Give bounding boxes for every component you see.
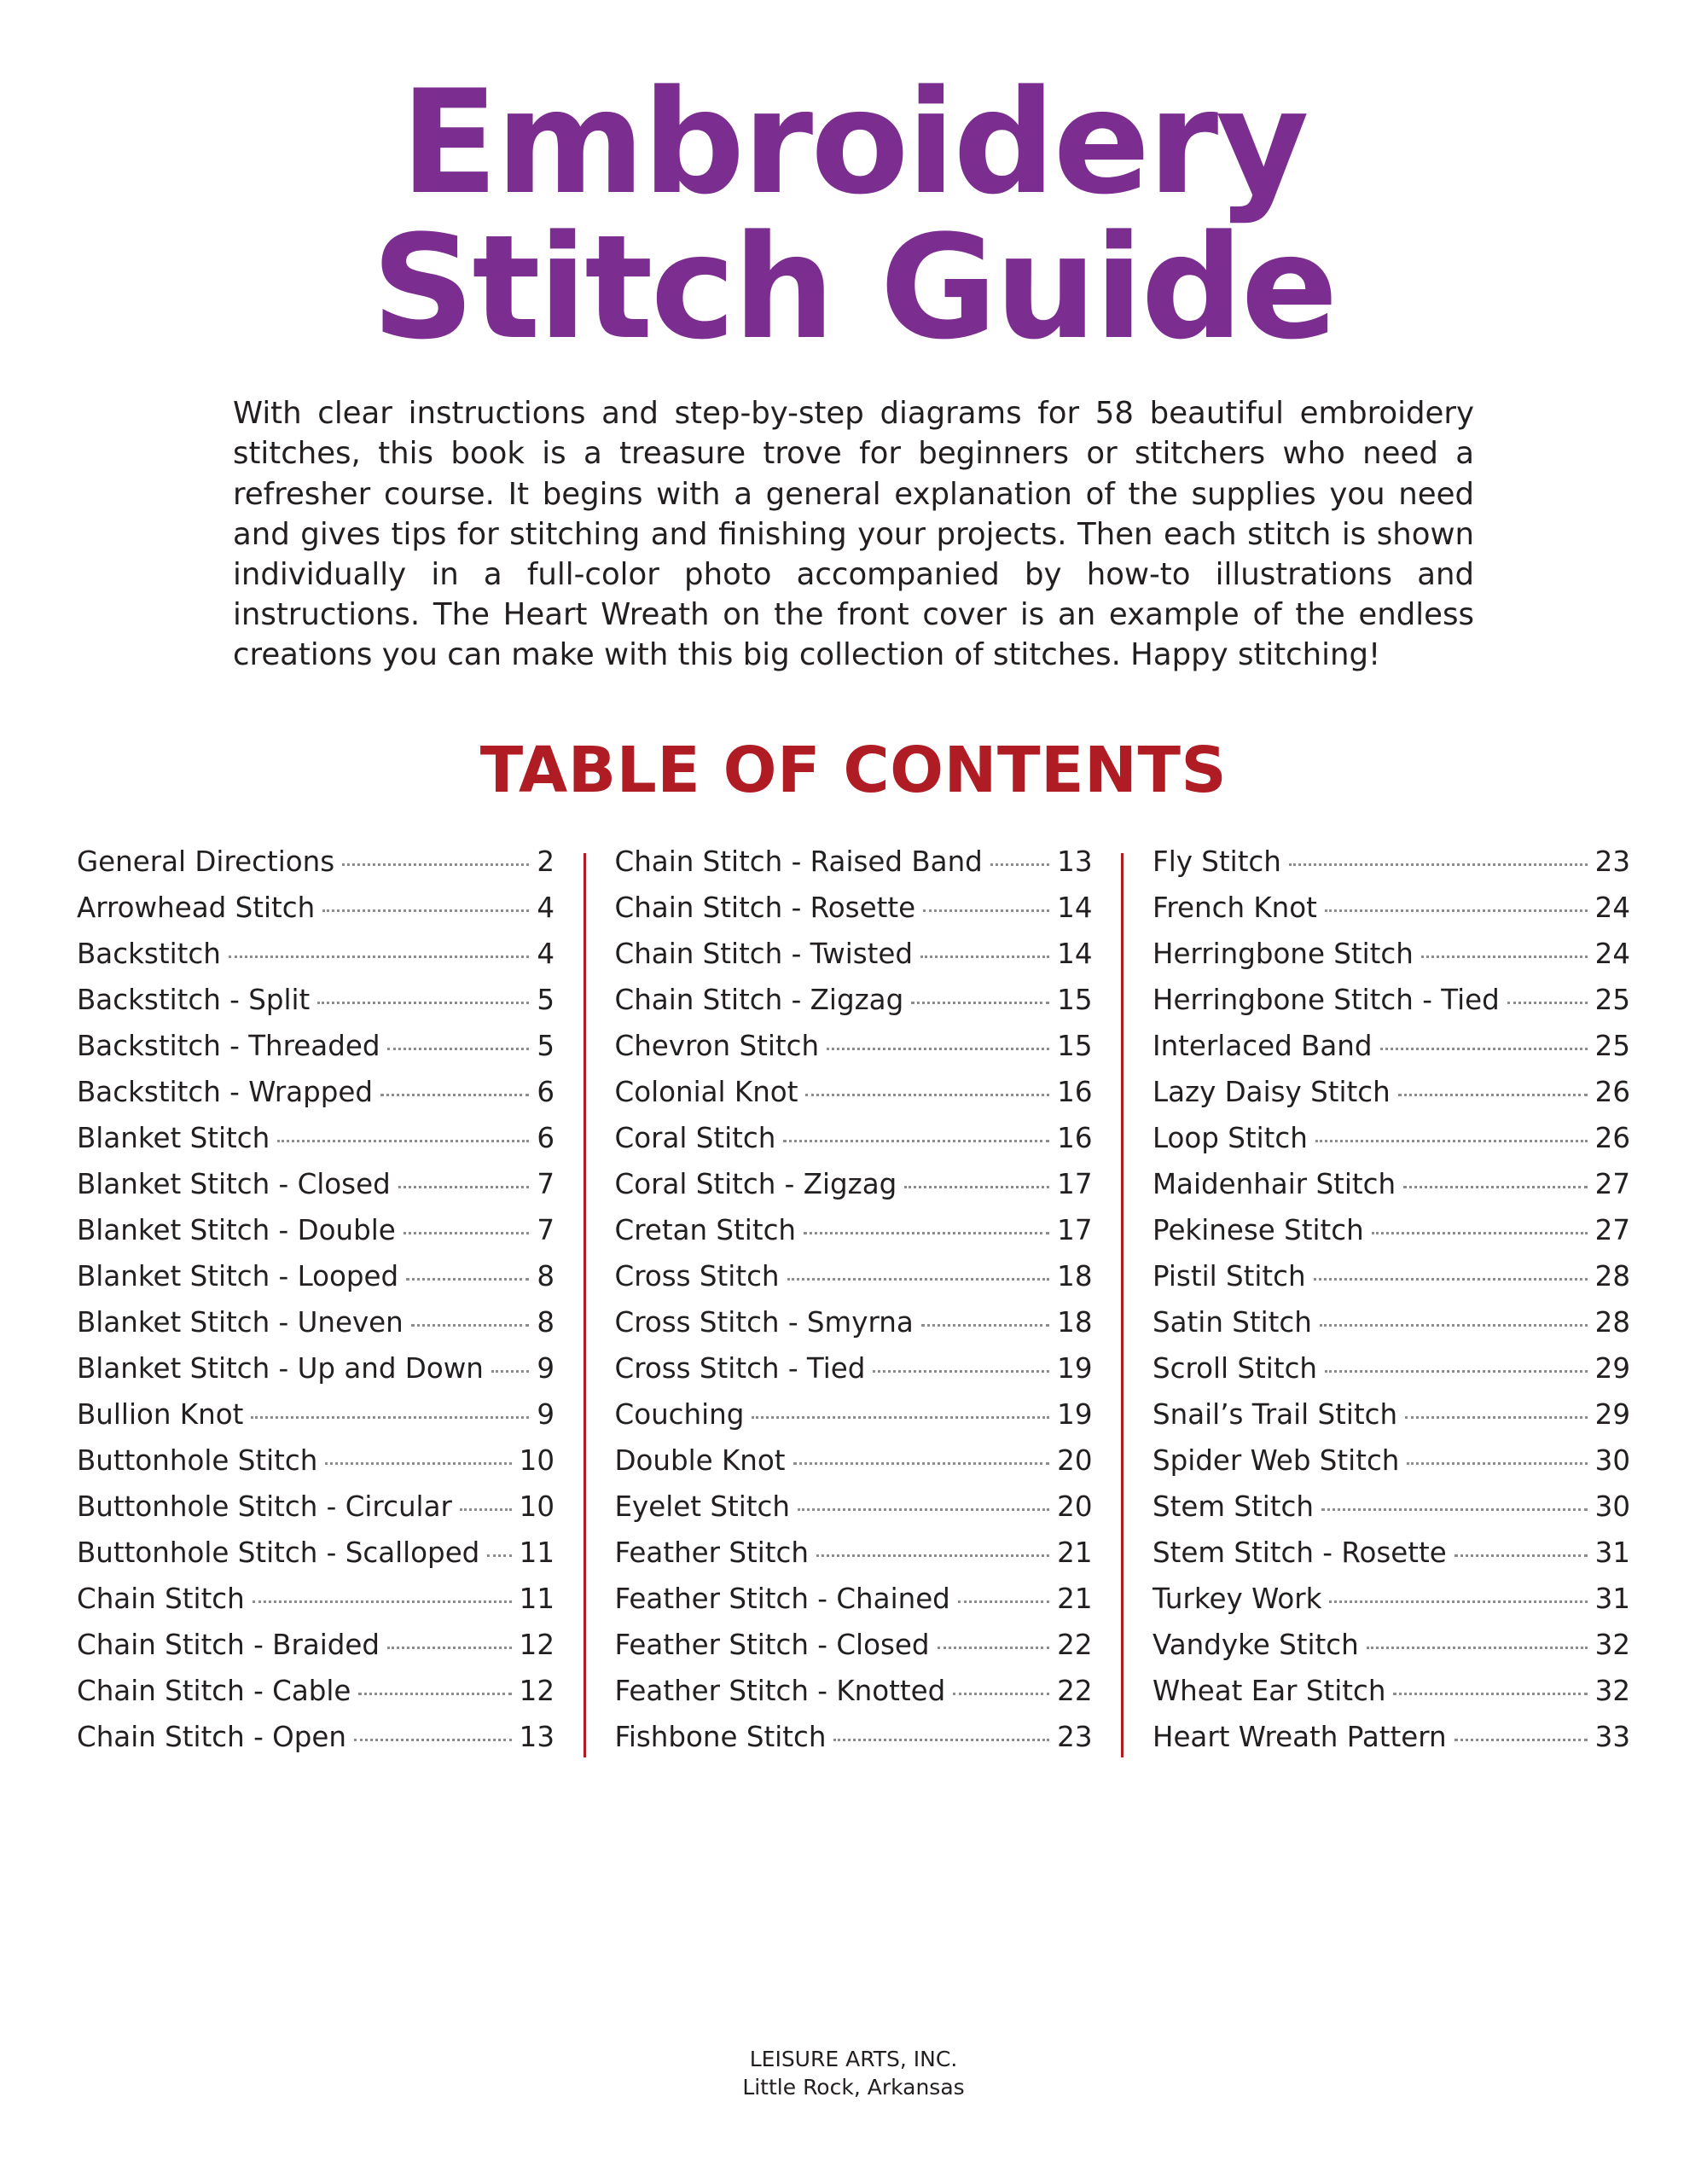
toc-leader-dots	[380, 1094, 529, 1096]
toc-entry-page: 32	[1594, 1628, 1630, 1661]
toc-leader-dots	[251, 1416, 529, 1419]
toc-entry-label: Chain Stitch - Braided	[77, 1628, 380, 1661]
toc-entry-page: 14	[1057, 891, 1093, 924]
toc-entry[interactable]	[77, 1029, 554, 1078]
toc-leader-dots	[1393, 1693, 1587, 1695]
toc-leader-dots	[253, 1600, 512, 1603]
toc-entry-label: Cross Stitch - Smyrna	[614, 1305, 914, 1339]
toc-entry-page: 6	[537, 1075, 554, 1108]
toc-entry[interactable]	[77, 1582, 554, 1631]
toc-column-2	[614, 845, 1093, 1769]
toc-entry-label: Buttonhole Stitch - Scalloped	[77, 1536, 480, 1569]
toc-entry-page: 31	[1594, 1536, 1630, 1569]
toc-entry-label: Interlaced Band	[1153, 1029, 1373, 1062]
toc-entry-page: 21	[1057, 1536, 1093, 1569]
toc-entry-page: 33	[1594, 1720, 1630, 1753]
toc-entry[interactable]	[1153, 1443, 1630, 1493]
publisher-location: Little Rock, Arkansas	[742, 2075, 965, 2100]
toc-entry-page: 23	[1057, 1720, 1093, 1753]
toc-entry-label: Buttonhole Stitch - Circular	[77, 1490, 452, 1523]
toc-entry-label: Blanket Stitch - Closed	[77, 1167, 391, 1200]
toc-entry-page: 14	[1057, 937, 1093, 970]
toc-entry-page: 9	[537, 1351, 554, 1385]
toc-entry-label: Backstitch - Wrapped	[77, 1075, 374, 1108]
toc-leader-dots	[398, 1186, 530, 1188]
toc-heading: TABLE OF CONTENTS	[479, 733, 1228, 807]
toc-entry-page: 13	[1057, 845, 1093, 878]
toc-entry[interactable]	[1153, 1213, 1630, 1263]
toc-entry-page: 17	[1057, 1167, 1093, 1200]
toc-leader-dots	[752, 1416, 1049, 1419]
toc-leader-dots	[798, 1508, 1049, 1511]
toc-leader-dots	[938, 1647, 1050, 1649]
toc-entry-label: Cretan Stitch	[614, 1213, 797, 1246]
toc-entry[interactable]	[77, 1720, 554, 1769]
toc-entry[interactable]	[1153, 1628, 1630, 1677]
toc-entry[interactable]	[77, 1443, 554, 1493]
toc-entry-label: Feather Stitch - Closed	[614, 1628, 930, 1661]
toc-entry[interactable]	[614, 1628, 1093, 1677]
toc-leader-dots	[1380, 1048, 1588, 1050]
toc-entry[interactable]	[1153, 1720, 1630, 1769]
toc-leader-dots	[1405, 1416, 1587, 1419]
toc-entry-label: Herringbone Stitch	[1153, 937, 1414, 970]
toc-entry[interactable]	[1153, 1351, 1630, 1401]
toc-leader-dots	[487, 1554, 511, 1557]
toc-leader-dots	[904, 1186, 1049, 1188]
toc-leader-dots	[229, 956, 529, 958]
toc-entry[interactable]	[614, 1259, 1093, 1309]
toc-leader-dots	[1454, 1554, 1588, 1557]
toc-entry-label: Maidenhair Stitch	[1153, 1167, 1396, 1200]
toc-leader-dots	[317, 1002, 529, 1004]
toc-entry-label: Chain Stitch - Open	[77, 1720, 346, 1753]
toc-leader-dots	[1325, 1370, 1588, 1373]
toc-entry[interactable]	[614, 1720, 1093, 1769]
toc-entry-label: Spider Web Stitch	[1153, 1443, 1400, 1477]
toc-entry-label: Turkey Work	[1153, 1582, 1322, 1615]
toc-entry-page: 20	[1057, 1490, 1093, 1523]
table-of-contents	[77, 845, 1630, 1769]
toc-entry-page: 19	[1057, 1351, 1093, 1385]
toc-entry[interactable]	[1153, 1490, 1630, 1539]
toc-entry-label: Blanket Stitch - Up and Down	[77, 1351, 484, 1385]
toc-entry-label: General Directions	[77, 845, 335, 878]
toc-leader-dots	[833, 1739, 1049, 1741]
toc-entry-label: Double Knot	[614, 1443, 786, 1477]
toc-leader-dots	[1507, 1002, 1588, 1004]
toc-entry[interactable]	[77, 1167, 554, 1217]
toc-entry-page: 28	[1594, 1305, 1630, 1339]
toc-entry-page: 16	[1057, 1075, 1093, 1108]
toc-entry[interactable]	[77, 1213, 554, 1263]
toc-entry-label: Blanket Stitch - Uneven	[77, 1305, 404, 1339]
toc-entry-page: 15	[1057, 983, 1093, 1016]
toc-entry[interactable]	[1153, 1121, 1630, 1170]
toc-leader-dots	[1454, 1739, 1588, 1741]
toc-entry-label: Coral Stitch - Zigzag	[614, 1167, 897, 1200]
toc-entry-page: 12	[519, 1674, 554, 1707]
toc-entry[interactable]	[77, 1259, 554, 1309]
toc-entry-label: Cross Stitch	[614, 1259, 780, 1292]
page-title	[77, 0, 1630, 371]
toc-entry-label: Cross Stitch - Tied	[614, 1351, 866, 1385]
toc-entry-page: 30	[1594, 1490, 1630, 1523]
toc-leader-dots	[1289, 863, 1588, 866]
toc-entry-label: Pistil Stitch	[1153, 1259, 1306, 1292]
toc-leader-dots	[387, 1647, 512, 1649]
toc-entry-label: Eyelet Stitch	[614, 1490, 790, 1523]
toc-entry-label: Herringbone Stitch - Tied	[1153, 983, 1500, 1016]
toc-entry-page: 7	[537, 1167, 554, 1200]
toc-leader-dots	[322, 909, 529, 912]
toc-leader-dots	[387, 1048, 529, 1050]
toc-entry-label: Lazy Daisy Stitch	[1153, 1075, 1391, 1108]
toc-entry[interactable]	[614, 1213, 1093, 1263]
toc-entry[interactable]	[1153, 1075, 1630, 1124]
toc-leader-dots	[460, 1508, 512, 1511]
toc-leader-dots	[921, 1324, 1049, 1327]
toc-entry[interactable]	[77, 1628, 554, 1677]
toc-entry-page: 30	[1594, 1443, 1630, 1477]
toc-entry-page: 7	[537, 1213, 554, 1246]
toc-entry-label: Stem Stitch	[1153, 1490, 1314, 1523]
toc-entry-page: 6	[537, 1121, 554, 1154]
toc-leader-dots	[804, 1232, 1049, 1234]
toc-entry[interactable]	[77, 937, 554, 986]
toc-leader-dots	[805, 1094, 1049, 1096]
toc-leader-dots	[920, 956, 1049, 958]
toc-entry-label: Colonial Knot	[614, 1075, 798, 1108]
toc-leader-dots	[1372, 1232, 1588, 1234]
toc-entry-label: Couching	[614, 1397, 745, 1431]
toc-entry[interactable]	[77, 1536, 554, 1585]
toc-entry-label: Pekinese Stitch	[1153, 1213, 1364, 1246]
toc-entry-label: Chain Stitch - Cable	[77, 1674, 351, 1707]
toc-entry-label: Backstitch - Threaded	[77, 1029, 380, 1062]
toc-leader-dots	[787, 1278, 1050, 1281]
toc-entry[interactable]	[614, 1029, 1093, 1078]
toc-entry-label: Stem Stitch - Rosette	[1153, 1536, 1447, 1569]
toc-entry-page: 32	[1594, 1674, 1630, 1707]
toc-entry-page: 29	[1594, 1351, 1630, 1385]
toc-leader-dots	[923, 909, 1049, 912]
toc-entry-page: 10	[519, 1443, 554, 1477]
toc-leader-dots	[1314, 1278, 1588, 1281]
toc-entry-page: 4	[537, 891, 554, 924]
toc-entry-label: Chain Stitch	[77, 1582, 245, 1615]
toc-leader-dots	[911, 1002, 1049, 1004]
toc-entry-page: 18	[1057, 1259, 1093, 1292]
toc-entry-label: Wheat Ear Stitch	[1153, 1674, 1386, 1707]
toc-entry[interactable]	[1153, 845, 1630, 894]
toc-entry-page: 31	[1594, 1582, 1630, 1615]
toc-leader-dots	[1320, 1324, 1588, 1327]
toc-entry[interactable]	[614, 1443, 1093, 1493]
toc-leader-dots	[1367, 1647, 1588, 1649]
toc-entry-label: Chain Stitch - Raised Band	[614, 845, 983, 878]
toc-entry-label: Snail’s Trail Stitch	[1153, 1397, 1398, 1431]
toc-entry[interactable]	[77, 1674, 554, 1723]
toc-entry-page: 27	[1594, 1213, 1630, 1246]
toc-entry[interactable]	[1153, 1259, 1630, 1309]
toc-entry-page: 19	[1057, 1397, 1093, 1431]
toc-entry-page: 12	[519, 1628, 554, 1661]
toc-entry[interactable]	[77, 1075, 554, 1124]
toc-entry[interactable]	[1153, 1674, 1630, 1723]
toc-entry-label: Feather Stitch	[614, 1536, 809, 1569]
toc-entry-label: Feather Stitch - Knotted	[614, 1674, 946, 1707]
toc-leader-dots	[406, 1278, 529, 1281]
toc-leader-dots	[411, 1324, 530, 1327]
toc-entry-label: Feather Stitch - Chained	[614, 1582, 950, 1615]
toc-entry-label: Coral Stitch	[614, 1121, 776, 1154]
toc-entry-page: 2	[537, 845, 554, 878]
toc-leader-dots	[1315, 1140, 1588, 1142]
toc-entry-page: 11	[519, 1582, 554, 1615]
toc-entry[interactable]	[77, 1305, 554, 1355]
toc-column-1	[77, 845, 554, 1769]
toc-leader-dots	[793, 1462, 1050, 1465]
toc-entry-page: 15	[1057, 1029, 1093, 1062]
toc-entry-label: Satin Stitch	[1153, 1305, 1312, 1339]
title-line-2: Stitch Guide	[371, 203, 1336, 371]
toc-entry[interactable]	[614, 1490, 1093, 1539]
toc-entry-label: Arrowhead Stitch	[77, 891, 316, 924]
toc-entry-label: Fishbone Stitch	[614, 1720, 827, 1753]
toc-entry-label: Heart Wreath Pattern	[1153, 1720, 1447, 1753]
toc-leader-dots	[816, 1554, 1049, 1557]
toc-leader-dots	[404, 1232, 530, 1234]
toc-leader-dots	[1398, 1094, 1588, 1096]
toc-entry-page: 25	[1594, 983, 1630, 1016]
toc-entry[interactable]	[1153, 891, 1630, 940]
toc-entry[interactable]	[1153, 1305, 1630, 1355]
toc-entry[interactable]	[77, 845, 554, 894]
toc-entry-page: 22	[1057, 1628, 1093, 1661]
toc-entry[interactable]	[614, 1397, 1093, 1447]
toc-entry[interactable]	[614, 1351, 1093, 1401]
toc-entry[interactable]	[614, 937, 1093, 986]
toc-entry[interactable]	[77, 1397, 554, 1447]
toc-leader-dots	[873, 1370, 1049, 1373]
toc-leader-dots	[958, 1600, 1049, 1603]
toc-column-3	[1153, 845, 1630, 1769]
toc-entry[interactable]	[614, 1167, 1093, 1217]
toc-entry-page: 25	[1594, 1029, 1630, 1062]
toc-entry-label: French Knot	[1153, 891, 1317, 924]
toc-entry[interactable]	[614, 845, 1093, 894]
toc-entry-label: Chevron Stitch	[614, 1029, 820, 1062]
toc-entry-page: 5	[537, 1029, 554, 1062]
toc-leader-dots	[491, 1370, 529, 1373]
toc-entry-label: Bullion Knot	[77, 1397, 244, 1431]
toc-leader-dots	[990, 863, 1049, 866]
toc-entry[interactable]	[1153, 1582, 1630, 1631]
toc-entry-label: Chain Stitch - Rosette	[614, 891, 916, 924]
toc-leader-dots	[783, 1140, 1049, 1142]
toc-leader-dots	[325, 1462, 511, 1465]
toc-leader-dots	[1321, 1508, 1588, 1511]
toc-leader-dots	[354, 1739, 512, 1741]
toc-entry[interactable]	[1153, 1167, 1630, 1217]
toc-entry-label: Backstitch - Split	[77, 983, 311, 1016]
publisher-name: LEISURE ARTS, INC.	[749, 2046, 958, 2071]
publisher-footer	[0, 2045, 1707, 2103]
toc-entry-page: 26	[1594, 1075, 1630, 1108]
toc-entry-page: 9	[537, 1397, 554, 1431]
toc-entry-label: Scroll Stitch	[1153, 1351, 1318, 1385]
toc-entry[interactable]	[614, 891, 1093, 940]
toc-entry[interactable]	[614, 1536, 1093, 1585]
toc-entry[interactable]	[77, 1490, 554, 1539]
toc-entry[interactable]	[77, 891, 554, 940]
toc-leader-dots	[358, 1693, 511, 1695]
toc-entry-label: Chain Stitch - Twisted	[614, 937, 914, 970]
toc-entry-page: 29	[1594, 1397, 1630, 1431]
toc-entry[interactable]	[1153, 1536, 1630, 1585]
toc-entry-page: 20	[1057, 1443, 1093, 1477]
toc-entry-label: Blanket Stitch - Looped	[77, 1259, 399, 1292]
toc-entry[interactable]	[614, 1121, 1093, 1170]
toc-entry-label: Blanket Stitch	[77, 1121, 270, 1154]
toc-divider-2	[1121, 853, 1123, 1757]
toc-leader-dots	[277, 1140, 529, 1142]
toc-entry-page: 10	[519, 1490, 554, 1523]
toc-entry-page: 8	[537, 1305, 554, 1339]
toc-entry-page: 8	[537, 1259, 554, 1292]
toc-entry-page: 11	[519, 1536, 554, 1569]
toc-entry[interactable]	[77, 1121, 554, 1170]
toc-entry[interactable]	[1153, 983, 1630, 1032]
toc-leader-dots	[1403, 1186, 1588, 1188]
toc-leader-dots	[1421, 956, 1588, 958]
toc-entry[interactable]	[614, 1075, 1093, 1124]
toc-entry[interactable]	[1153, 1029, 1630, 1078]
toc-entry-page: 16	[1057, 1121, 1093, 1154]
toc-entry-page: 22	[1057, 1674, 1093, 1707]
toc-leader-dots	[342, 863, 529, 866]
toc-entry-page: 21	[1057, 1582, 1093, 1615]
toc-entry-page: 26	[1594, 1121, 1630, 1154]
toc-entry-page: 23	[1594, 845, 1630, 878]
toc-entry[interactable]	[614, 1305, 1093, 1355]
toc-entry[interactable]	[614, 983, 1093, 1032]
toc-entry-label: Loop Stitch	[1153, 1121, 1308, 1154]
toc-entry-label: Buttonhole Stitch	[77, 1443, 318, 1477]
toc-entry-label: Blanket Stitch - Double	[77, 1213, 396, 1246]
toc-leader-dots	[953, 1693, 1049, 1695]
toc-leader-dots	[1329, 1600, 1587, 1603]
toc-entry[interactable]	[77, 1351, 554, 1401]
toc-entry-label: Fly Stitch	[1153, 845, 1281, 878]
toc-entry-page: 17	[1057, 1213, 1093, 1246]
toc-entry[interactable]	[614, 1674, 1093, 1723]
toc-entry[interactable]	[1153, 1397, 1630, 1447]
toc-entry-page: 4	[537, 937, 554, 970]
description-paragraph	[233, 393, 1474, 675]
toc-entry-page: 27	[1594, 1167, 1630, 1200]
toc-entry[interactable]	[614, 1582, 1093, 1631]
description-text: With clear instructions and step-by-step diagrams for 58 beautiful embroidery stitches, this book is a treasure trove for beginners or stitchers who need a refresher course. It begins with a general explanation of the supplies you need and gives tips for stitching and finishing your projects. Then each stitch is shown individually in a full-color photo accompanied by how-to illustrations and instructions. The Heart Wreath on the front cover is an example of the endless creations you can make with this big collection of stitches. Happy stitching!	[233, 396, 1474, 673]
toc-entry[interactable]	[1153, 937, 1630, 986]
toc-leader-dots	[1407, 1462, 1587, 1465]
toc-entry-page: 24	[1594, 891, 1630, 924]
toc-entry-page: 28	[1594, 1259, 1630, 1292]
toc-entry-label: Chain Stitch - Zigzag	[614, 983, 904, 1016]
toc-leader-dots	[827, 1048, 1049, 1050]
toc-entry-page: 24	[1594, 937, 1630, 970]
toc-leader-dots	[1325, 909, 1588, 912]
toc-entry-page: 18	[1057, 1305, 1093, 1339]
toc-entry-label: Vandyke Stitch	[1153, 1628, 1359, 1661]
title-line-1: Embroidery	[400, 59, 1307, 226]
toc-entry-label: Backstitch	[77, 937, 221, 970]
toc-entry[interactable]	[77, 983, 554, 1032]
toc-divider-1	[584, 853, 586, 1757]
toc-entry-page: 5	[537, 983, 554, 1016]
toc-entry-page: 13	[519, 1720, 554, 1753]
